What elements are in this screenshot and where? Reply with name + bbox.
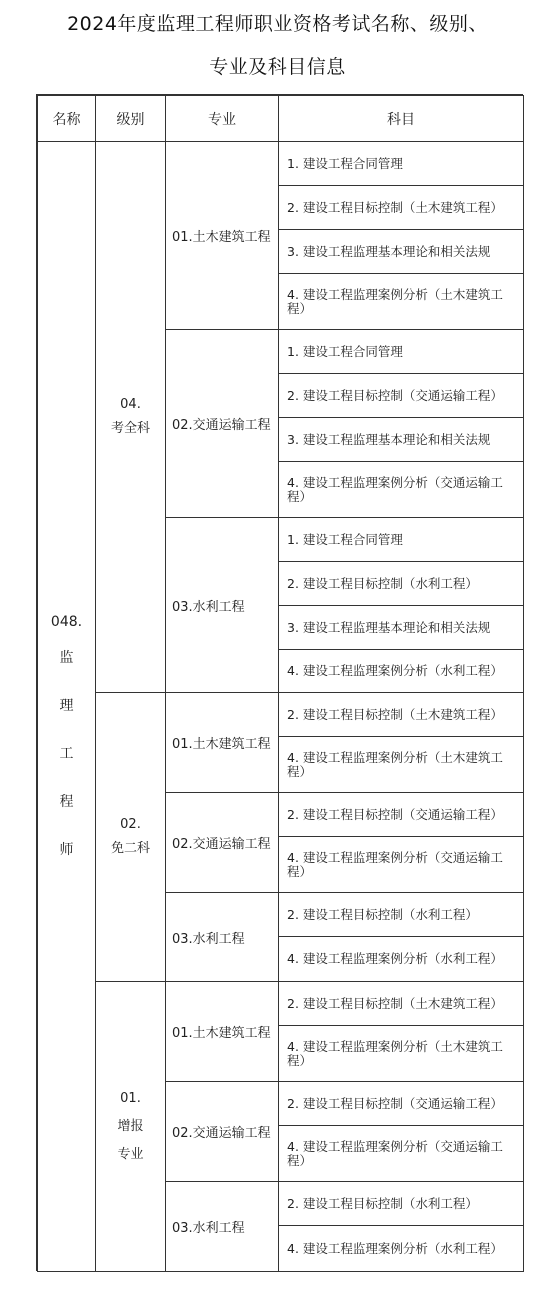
major-civil: 01.土木建筑工程 bbox=[165, 981, 279, 1082]
subject-row: 3. 建设工程监理基本理论和相关法规 bbox=[278, 229, 524, 274]
subject-row: 2. 建设工程目标控制（土木建筑工程） bbox=[278, 185, 524, 230]
subject-row: 2. 建设工程目标控制（土木建筑工程） bbox=[278, 981, 524, 1026]
level-code: 04. bbox=[120, 397, 141, 412]
level-full-cell bbox=[95, 141, 166, 693]
major-civil: 01.土木建筑工程 bbox=[165, 692, 279, 793]
header-name: 名称 bbox=[37, 95, 96, 142]
level-label: 免二科 bbox=[110, 841, 150, 856]
major-water: 03.水利工程 bbox=[165, 1181, 279, 1272]
subject-row: 1. 建设工程合同管理 bbox=[278, 141, 524, 186]
subject-row: 4. 建设工程监理案例分析（土木建筑工程） bbox=[278, 1025, 524, 1082]
subject-row: 4. 建设工程监理案例分析（水利工程） bbox=[278, 649, 524, 693]
major-transport: 02.交通运输工程 bbox=[165, 1081, 279, 1182]
subject-row: 2. 建设工程目标控制（交通运输工程） bbox=[278, 1081, 524, 1126]
subject-row: 1. 建设工程合同管理 bbox=[278, 517, 524, 562]
exam-info-table bbox=[36, 94, 523, 1271]
subject-row: 2. 建设工程目标控制（土木建筑工程） bbox=[278, 692, 524, 737]
header-major: 专业 bbox=[165, 95, 279, 142]
subject-row: 2. 建设工程目标控制（水利工程） bbox=[278, 561, 524, 606]
header-level: 级别 bbox=[95, 95, 166, 142]
level-code: 01. bbox=[120, 1090, 141, 1106]
major-transport: 02.交通运输工程 bbox=[165, 792, 279, 893]
level-label: 专业 bbox=[117, 1146, 144, 1162]
subject-row: 4. 建设工程监理案例分析（水利工程） bbox=[278, 1225, 524, 1272]
level-label: 增报 bbox=[117, 1118, 144, 1134]
header-subject: 科目 bbox=[278, 95, 524, 142]
major-civil: 01.土木建筑工程 bbox=[165, 141, 279, 330]
exam-name-char: 师 bbox=[59, 841, 74, 858]
subject-row: 3. 建设工程监理基本理论和相关法规 bbox=[278, 605, 524, 650]
subject-row: 4. 建设工程监理案例分析（交通运输工程） bbox=[278, 461, 524, 518]
major-water: 03.水利工程 bbox=[165, 892, 279, 982]
subject-row: 4. 建设工程监理案例分析（交通运输工程） bbox=[278, 1125, 524, 1182]
subject-row: 4. 建设工程监理案例分析（土木建筑工程） bbox=[278, 273, 524, 330]
subject-row: 4. 建设工程监理案例分析（水利工程） bbox=[278, 936, 524, 982]
page-title: 2024年度监理工程师职业资格考试名称、级别、 bbox=[67, 13, 488, 35]
level-add-major-cell bbox=[95, 981, 166, 1272]
exam-name-char: 工 bbox=[59, 745, 74, 762]
exam-code: 048. bbox=[50, 613, 83, 630]
exam-name-char: 程 bbox=[59, 793, 74, 810]
exam-name-char: 理 bbox=[59, 697, 74, 714]
major-transport: 02.交通运输工程 bbox=[165, 329, 279, 518]
subject-row: 2. 建设工程目标控制（水利工程） bbox=[278, 892, 524, 937]
level-code: 02. bbox=[120, 817, 141, 832]
subject-row: 2. 建设工程目标控制（交通运输工程） bbox=[278, 792, 524, 837]
subject-row: 1. 建设工程合同管理 bbox=[278, 329, 524, 374]
exam-name-cell bbox=[37, 141, 96, 1272]
subject-row: 4. 建设工程监理案例分析（土木建筑工程） bbox=[278, 736, 524, 793]
exam-name-char: 监 bbox=[59, 649, 74, 666]
level-label: 考全科 bbox=[110, 421, 150, 436]
subject-row: 3. 建设工程监理基本理论和相关法规 bbox=[278, 417, 524, 462]
subject-row: 4. 建设工程监理案例分析（交通运输工程） bbox=[278, 836, 524, 893]
level-exempt-cell bbox=[95, 692, 166, 982]
major-water: 03.水利工程 bbox=[165, 517, 279, 693]
subject-row: 2. 建设工程目标控制（交通运输工程） bbox=[278, 373, 524, 418]
subject-row: 2. 建设工程目标控制（水利工程） bbox=[278, 1181, 524, 1226]
page-subtitle: 专业及科目信息 bbox=[209, 56, 346, 78]
